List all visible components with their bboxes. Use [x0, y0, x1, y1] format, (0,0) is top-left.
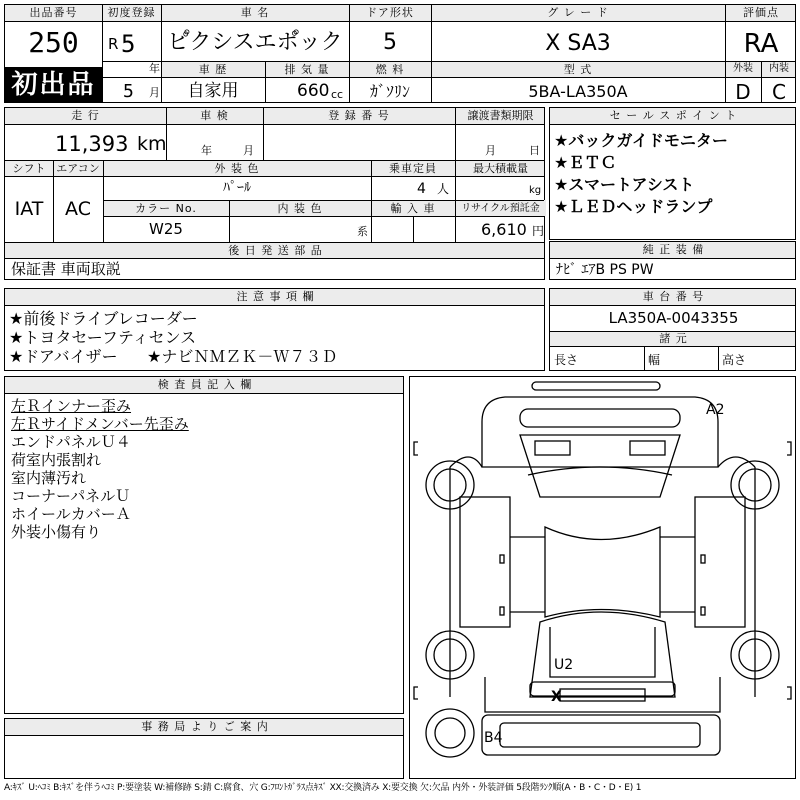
first-registration-year: 5: [121, 30, 136, 58]
fuel-label: 燃 料: [375, 63, 405, 76]
later-parts: 保証書 車両取説: [11, 260, 121, 278]
first-listing-badge: 初出品: [11, 70, 96, 100]
displacement-label: 排 気 量: [284, 63, 330, 76]
score: RA: [743, 29, 779, 59]
inspection-month-unit: 月: [243, 144, 254, 157]
chassis-block: [549, 288, 796, 371]
transfer-month-unit: 月: [485, 144, 496, 157]
exterior-color: ﾊﾟｰﾙ: [223, 180, 251, 196]
damage-mark-x: X: [551, 689, 562, 705]
legend: A:ｷｽﾞ U:ﾍｺﾐ B:ｷｽﾞを伴うﾍｺﾐ P:要塗装 W:補修跡 S:錆 C:腐食、穴 G:ﾌﾛﾝﾄｶﾞﾗｽ点ｷｽﾞ XX:交換済み X:要交換 欠:欠品 内外・外装評価 5段階ﾗﾝｸ順(A・B・C・D・E) 1: [4, 783, 642, 793]
dimensions-label: 諸 元: [659, 332, 688, 345]
inspector-item: 室内薄汚れ: [11, 469, 87, 487]
later-parts-label: 後 日 発 送 部 品: [228, 244, 323, 257]
notes-label: 注 意 事 項 欄: [236, 290, 315, 303]
note-line: ★ナビＮＭＺＫ－Ｗ７３Ｄ: [147, 347, 338, 366]
max-load-label: 最大積載量: [473, 162, 528, 175]
displacement-unit: cc: [331, 88, 344, 101]
equipment: ﾅﾋﾞ ｴｱB PS PW: [556, 262, 654, 278]
color-number: W25: [149, 220, 183, 238]
interior-color-label: 内 装 色: [277, 202, 323, 215]
shift-label: シフト: [12, 162, 46, 175]
car-name: ピ゚クシスエポ゚ック: [167, 30, 343, 55]
office-label: 事 務 局 よ り ご 案 内: [141, 720, 269, 733]
chassis-number-label: 車 台 番 号: [642, 290, 705, 303]
exterior-color-label: 外 装 色: [214, 162, 260, 175]
note-line: ★ドアバイザー: [9, 347, 118, 366]
damage-mark-b4: B4: [484, 730, 503, 746]
sales-point-item: ★ＥＴＣ: [554, 153, 617, 172]
inspector-item: ホイールカバーＡ: [11, 505, 131, 523]
ac: AC: [65, 198, 91, 220]
seating-unit: 人: [437, 182, 450, 196]
lot-number-label: 出品番号: [29, 6, 78, 19]
import-label: 輸 入 車: [390, 202, 436, 215]
model-code-label: 型 式: [563, 63, 593, 76]
lot-number: 250: [28, 26, 79, 59]
notes-block: [4, 288, 545, 371]
office-block: [4, 718, 404, 779]
inspector-item: コーナーパネルＵ: [11, 487, 131, 505]
sales-point-item: ★スマートアシスト: [554, 175, 695, 194]
month-unit: 月: [149, 86, 160, 99]
sales-point-item: ★バックガイドモニター: [554, 131, 728, 150]
history: 自家用: [187, 81, 239, 101]
header-block: [4, 4, 796, 103]
sales-points-block: [549, 107, 796, 240]
chassis-number: LA350A-0043355: [608, 309, 739, 327]
sales-points-label: セ ー ル ス ポ イ ン ト: [609, 109, 738, 122]
vehicle-details-block: [4, 107, 545, 280]
damage-mark-a2: A2: [706, 402, 725, 418]
height-label: 高さ: [722, 353, 747, 367]
year-unit: 年: [149, 62, 160, 75]
fuel: ｶﾞｿﾘﾝ: [369, 82, 410, 101]
mileage-label: 走 行: [71, 109, 100, 122]
era-letter: R: [108, 35, 119, 53]
interior-grade: C: [772, 80, 786, 104]
ac-label: エアコン: [56, 162, 100, 175]
inspector-block: [4, 376, 404, 714]
displacement: 660: [297, 81, 330, 101]
recycle-deposit-unit: 円: [532, 224, 545, 238]
note-line: ★前後ドライブレコーダー: [9, 309, 198, 328]
recycle-deposit-label: リサイクル預託金: [461, 203, 540, 214]
mileage: 11,393: [55, 132, 129, 156]
car-name-label: 車 名: [240, 6, 270, 19]
inspector-item: 左Ｒサイドメンバー先歪み: [11, 415, 189, 433]
seating: 4: [417, 181, 426, 197]
length-label: 長さ: [554, 353, 579, 367]
transfer-day-unit: 日: [529, 144, 540, 157]
damage-mark-u2: U2: [554, 657, 574, 673]
interior-grade-label: 内装: [769, 63, 789, 74]
color-number-label: カラー No.: [135, 202, 197, 215]
registration-number-label: 登 録 番 号: [328, 109, 390, 122]
seating-label: 乗車定員: [389, 162, 437, 175]
shift: IAT: [14, 198, 44, 220]
inspector-item: 荷室内張割れ: [11, 451, 102, 469]
inspector-item: 左Ｒインナー歪み: [11, 397, 132, 415]
width-label: 幅: [648, 353, 661, 367]
inspector-item: 外装小傷有り: [11, 523, 102, 541]
exterior-grade: D: [735, 80, 751, 104]
door-count: 5: [383, 30, 397, 55]
inspector-label: 検 査 員 記 入 欄: [157, 378, 253, 391]
note-line: ★トヨタセーフティセンス: [9, 328, 197, 347]
car-diagram-svg: [410, 377, 795, 778]
transfer-deadline-label: 譲渡書類期限: [467, 109, 534, 122]
inspection-label: 車 検: [200, 109, 229, 122]
max-load-unit: kg: [529, 185, 542, 196]
sales-point-item: ★ＬＥＤヘッドランプ: [554, 197, 713, 216]
history-label: 車 歴: [198, 63, 228, 76]
first-registration-month: 5: [123, 81, 134, 102]
mileage-unit: km: [137, 133, 167, 155]
recycle-deposit: 6,610: [481, 220, 527, 239]
grade-label: グ レ ー ド: [547, 6, 609, 19]
inspector-item: エンドパネルＵ４: [11, 433, 131, 451]
first-registration-label: 初度登録: [107, 6, 156, 19]
door-type-label: ドア形状: [366, 6, 414, 19]
equipment-label: 純 正 装 備: [642, 243, 705, 256]
damage-diagram: [409, 376, 796, 779]
interior-color-unit: 系: [357, 225, 368, 238]
grade: X SA3: [545, 31, 611, 56]
exterior-grade-label: 外装: [733, 63, 753, 74]
inspection-year-unit: 年: [201, 144, 212, 157]
model-code: 5BA-LA350A: [528, 82, 628, 101]
equipment-block: [549, 241, 796, 280]
score-label: 評価点: [743, 6, 779, 19]
